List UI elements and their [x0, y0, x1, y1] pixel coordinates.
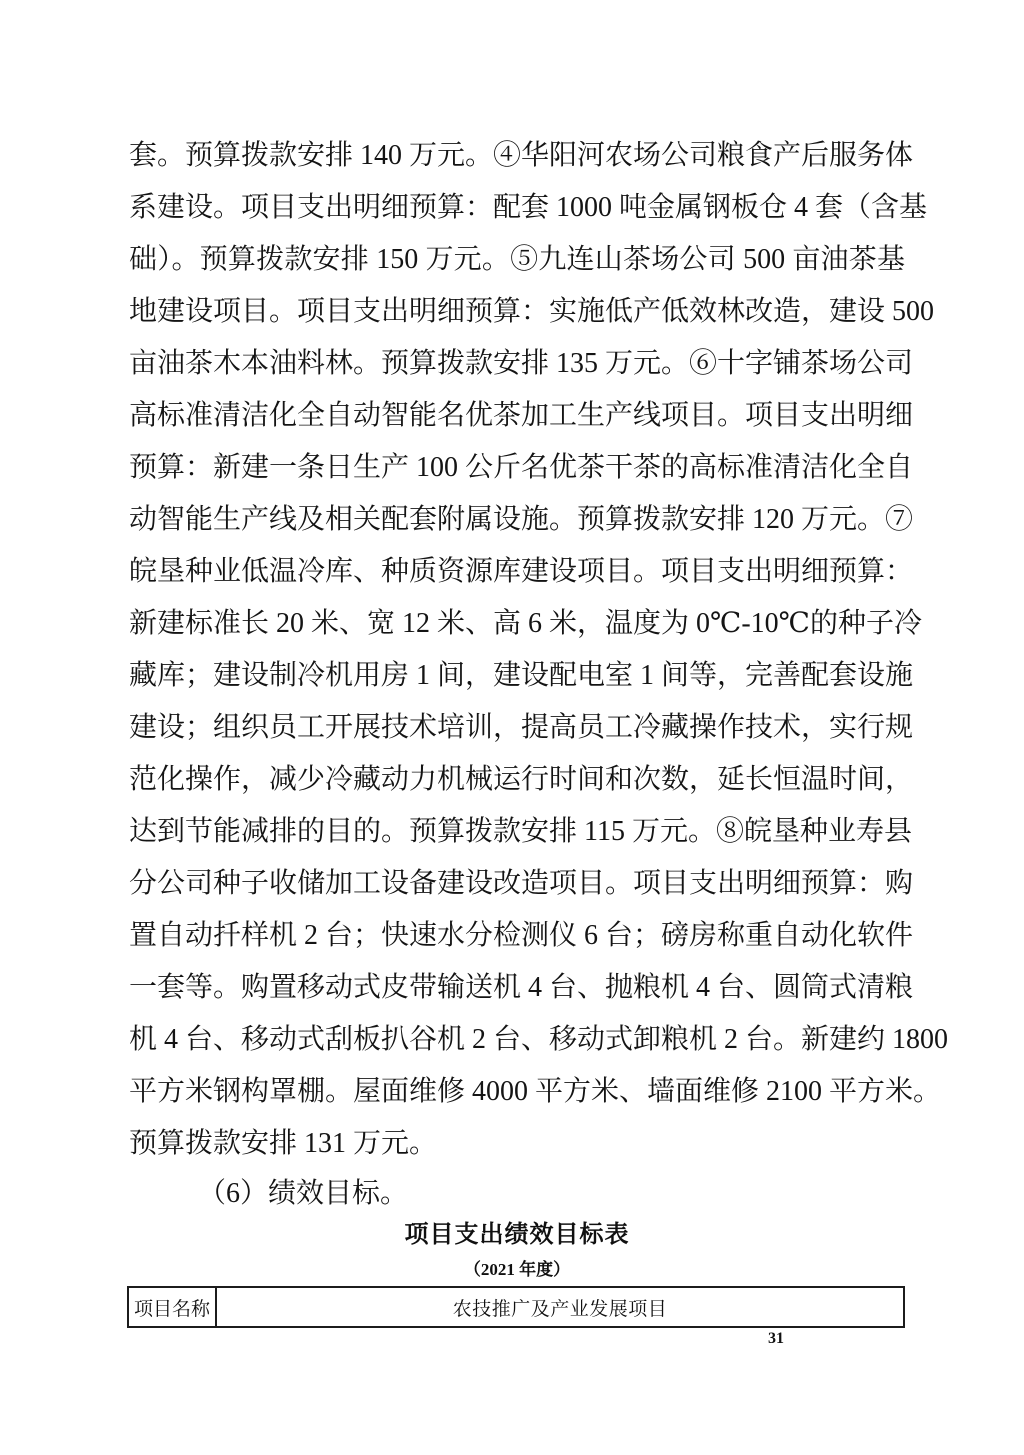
page-number: 31: [768, 1330, 784, 1347]
project-name-value: 农技推广及产业发展项目: [216, 1287, 904, 1327]
body-line: 置自动扦样机 2 台；快速水分检测仪 6 台；磅房称重自动化软件: [129, 920, 914, 951]
body-line: 皖垦种业低温冷库、种质资源库建设项目。项目支出明细预算：: [129, 556, 914, 587]
body-line: 范化操作，减少冷藏动力机械运行时间和次数，延长恒温时间，: [129, 764, 914, 795]
body-line: 建设；组织员工开展技术培训，提高员工冷藏操作技术，实行规: [129, 712, 914, 743]
body-line: 藏库；建设制冷机用房 1 间，建设配电室 1 间等，完善配套设施: [129, 660, 914, 691]
section-heading: （6）绩效目标。: [198, 1178, 409, 1209]
body-line: 套。预算拨款安排 140 万元。④华阳河农场公司粮食产后服务体: [129, 140, 914, 171]
body-line: 预算拨款安排 131 万元。: [129, 1128, 438, 1159]
body-line: 系建设。项目支出明细预算：配套 1000 吨金属钢板仓 4 套（含基: [129, 192, 928, 223]
project-name-label: 项目名称: [128, 1287, 216, 1327]
body-line: 分公司种子收储加工设备建设改造项目。项目支出明细预算：购: [129, 868, 914, 899]
body-line: 高标准清洁化全自动智能名优茶加工生产线项目。项目支出明细: [129, 400, 914, 431]
body-line: 平方米钢构罩棚。屋面维修 4000 平方米、墙面维修 2100 平方米。: [129, 1076, 942, 1107]
body-line: 一套等。购置移动式皮带输送机 4 台、抛粮机 4 台、圆筒式清粮: [129, 972, 914, 1003]
body-line: 动智能生产线及相关配套附属设施。预算拨款安排 120 万元。⑦: [129, 504, 914, 535]
body-line: 达到节能减排的目的。预算拨款安排 115 万元。⑧皖垦种业寿县: [129, 816, 912, 847]
body-line: 新建标准长 20 米、宽 12 米、高 6 米，温度为 0℃-10℃的种子冷: [129, 608, 922, 639]
body-line: 地建设项目。项目支出明细预算：实施低产低效林改造，建设 500: [129, 296, 935, 327]
body-paragraph: [129, 130, 949, 1170]
performance-target-table: [127, 1286, 905, 1328]
table-title: 项目支出绩效目标表: [404, 1222, 630, 1248]
body-line: 础）。预算拨款安排 150 万元。⑤九连山茶场公司 500 亩油茶基: [129, 244, 905, 275]
table-subtitle: （2021 年度）: [463, 1260, 571, 1279]
body-line: 亩油茶木本油料林。预算拨款安排 135 万元。⑥十字铺茶场公司: [129, 348, 914, 379]
table-row: [128, 1287, 904, 1327]
body-line: 机 4 台、移动式刮板扒谷机 2 台、移动式卸粮机 2 台。新建约 1800: [129, 1024, 949, 1055]
body-line: 预算：新建一条日生产 100 公斤名优茶干茶的高标准清洁化全自: [129, 452, 914, 483]
